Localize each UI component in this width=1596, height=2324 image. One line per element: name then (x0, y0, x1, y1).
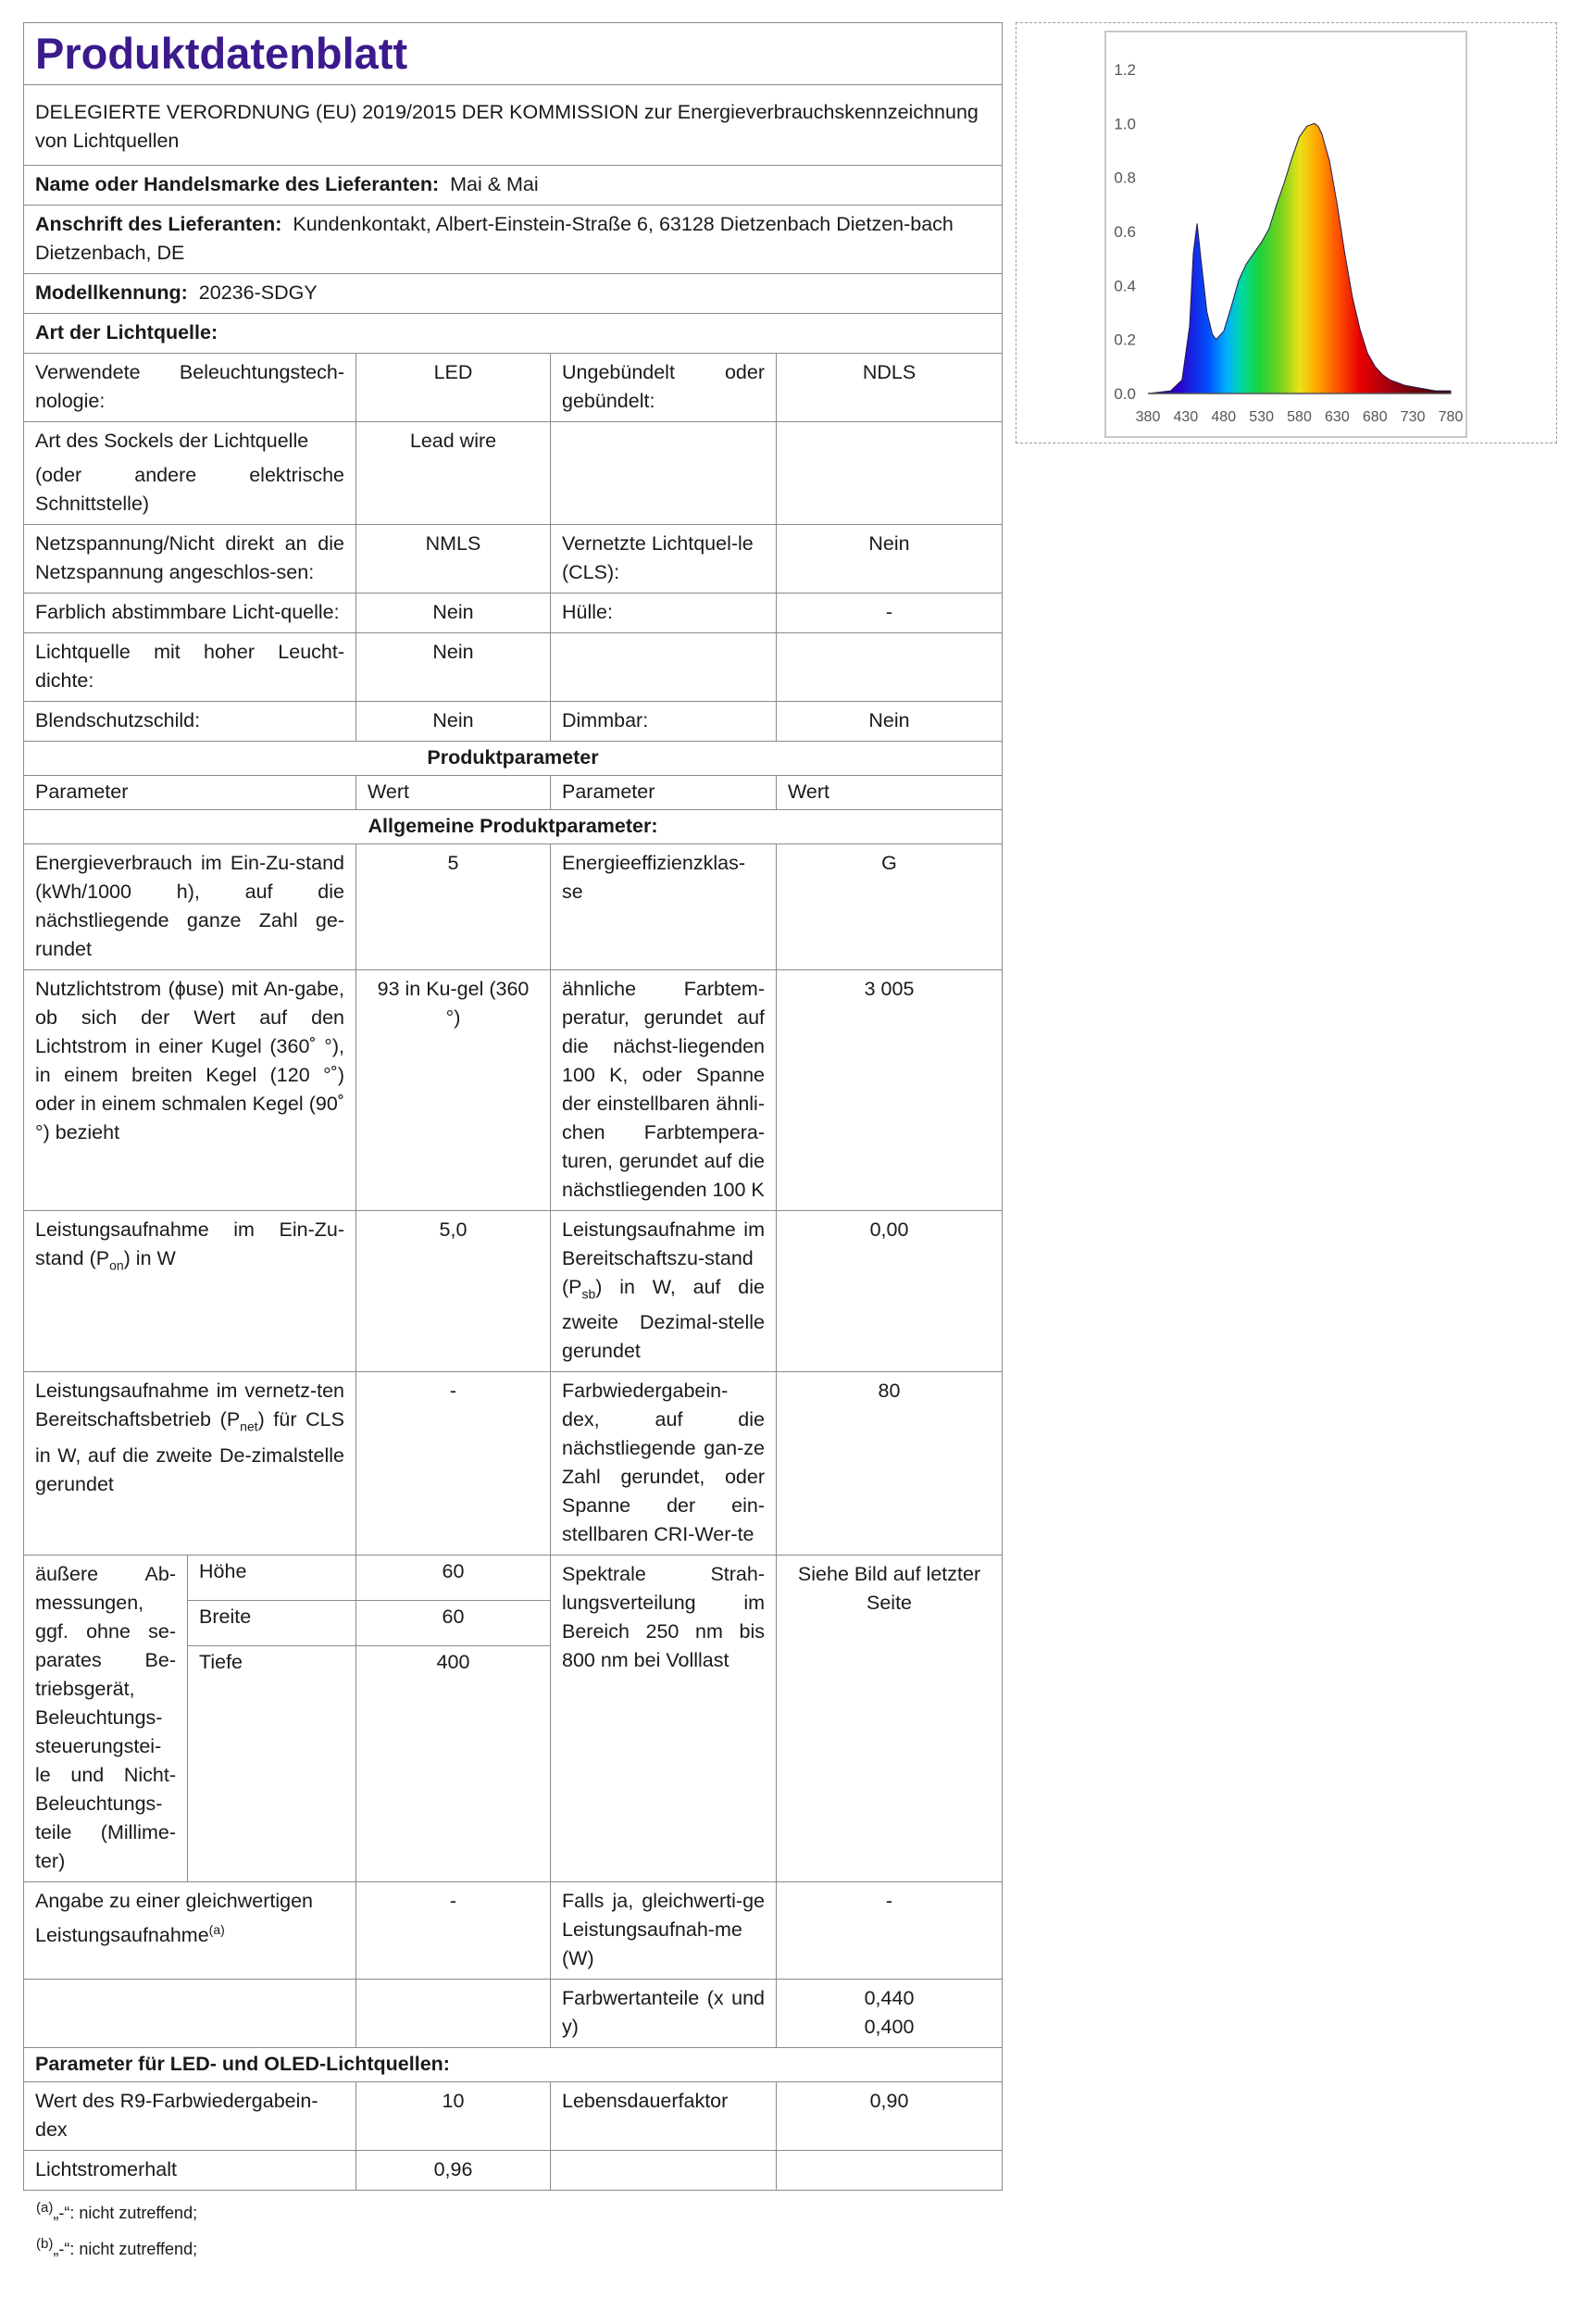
column-header-parameter: Parameter (24, 776, 356, 810)
cri-label: Farbwiedergabein-dex, auf die nächstliegende gan-ze Zahl gerundet, oder Spanne der ein-stellbaren CRI-Wer-te (551, 1372, 777, 1556)
y-tick-label: 1.0 (1114, 115, 1136, 133)
cap-label-cell (24, 422, 356, 525)
chromaticity-y: 0,400 (864, 2016, 915, 2039)
column-header-value: Wert (777, 776, 1003, 810)
regulation-text: DELEGIERTE VERORDNUNG (EU) 2019/2015 DER KOMMISSION zur Energieverbrauchskennzeichnung von Lichtquellen (24, 85, 1003, 166)
spectrum-chart-frame (1016, 22, 1557, 444)
x-tick-label: 430 (1173, 409, 1199, 425)
column-header-parameter: Parameter (551, 776, 777, 810)
empty-cell (777, 633, 1003, 702)
datasheet-table (23, 22, 1003, 2191)
r9-label: Wert des R9-Farbwiedergabein-dex (24, 2082, 356, 2151)
supplier-address-value: Kundenkontakt, Albert-Einstein-Straße 6, 63128 Dietzenbach Dietzen-bach Dietzenbach, DE (35, 213, 954, 264)
x-tick-label: 380 (1135, 409, 1161, 425)
energy-class-value: G (777, 844, 1003, 970)
model-value: 20236-SDGY (198, 281, 318, 304)
light-source-heading: Art der Lichtquelle: (24, 314, 1003, 354)
equivalent-power-label: Angabe zu einer gleichwertigen Leistungsaufnahme$^{(a)}$ (24, 1882, 356, 1980)
x-tick-label: 680 (1362, 409, 1388, 425)
spectrum-chart-panel (1104, 31, 1467, 438)
envelope-value: - (777, 593, 1003, 633)
empty-cell (24, 1980, 356, 2048)
empty-cell (777, 422, 1003, 525)
high-luminance-value: Nein (356, 633, 551, 702)
lumen-maintenance-value: 0,96 (356, 2151, 551, 2191)
cls-value: Nein (777, 525, 1003, 593)
networked-standby-value: - (356, 1372, 551, 1556)
cct-label: ähnliche Farbtem-peratur, gerundet auf die nächst-liegenden 100 K, oder Spanne der einstellbaren ähnli-chen Farbtempera-turen, gerundet auf die nächstliegenden 100 K (551, 970, 777, 1211)
spectral-distribution-value: Siehe Bild auf letzter Seite (777, 1556, 1003, 1882)
cap-label: Art des Sockels der Lichtquelle (35, 430, 309, 452)
empty-cell (551, 422, 777, 525)
directional-label: Ungebündelt oder gebündelt: (551, 354, 777, 422)
x-tick-label: 580 (1287, 409, 1312, 425)
energy-class-label: Energieeffizienzklas-se (551, 844, 777, 970)
x-tick-label: 630 (1325, 409, 1350, 425)
supplier-address-row (24, 206, 1003, 274)
width-value: 60 (356, 1601, 551, 1646)
y-tick-label: 0.4 (1114, 277, 1136, 295)
datasheet (23, 22, 1002, 2265)
networked-standby-label: Leistungsaufnahme im vernetz-ten Bereitschaftsbetrieb $(P_{net})$ für CLS in W, auf die zweite De-zimalstelle gerundet (24, 1372, 356, 1556)
standby-power-label: Leistungsaufnahme im Bereitschaftszu-stand $(P_{sb})$ in W, auf die zweite Dezimal-stelle gerundet (551, 1211, 777, 1372)
supplier-address-label: Anschrift des Lieferanten: (35, 213, 282, 235)
on-mode-power-value: 5,0 (356, 1211, 551, 1372)
equivalent-power-value: - (356, 1882, 551, 1980)
x-tick-label: 530 (1249, 409, 1274, 425)
model-row (24, 274, 1003, 314)
empty-cell (551, 2151, 777, 2191)
high-luminance-label: Lichtquelle mit hoher Leucht-dichte: (24, 633, 356, 702)
tunable-label: Farblich abstimmbare Licht-quelle: (24, 593, 356, 633)
product-parameters-heading: Produktparameter (24, 742, 1003, 776)
equivalent-watts-value: - (777, 1882, 1003, 1980)
chromaticity-value (777, 1980, 1003, 2048)
equivalent-watts-label: Falls ja, gleichwerti-ge Leistungsaufnah-me (W) (551, 1882, 777, 1980)
x-tick-label: 730 (1400, 409, 1426, 425)
lumen-maintenance-label: Lichtstromerhalt (24, 2151, 356, 2191)
page-title: Produktdatenblatt (24, 23, 1003, 85)
cri-value: 80 (777, 1372, 1003, 1556)
x-tick-label: 780 (1438, 409, 1464, 425)
spectrum-chart (1106, 32, 1465, 436)
model-label: Modellkennung: (35, 281, 188, 304)
width-label: Breite (188, 1601, 356, 1646)
r9-value: 10 (356, 2082, 551, 2151)
supplier-name-row (24, 166, 1003, 206)
survival-factor-value: 0,90 (777, 2082, 1003, 2151)
spectrum-area (1148, 123, 1451, 394)
supplier-name-label: Name oder Handelsmarke des Lieferanten: (35, 173, 440, 195)
chromaticity-label: Farbwertanteile (x und y) (551, 1980, 777, 2048)
tunable-value: Nein (356, 593, 551, 633)
empty-cell (777, 2151, 1003, 2191)
mains-label: Netzspannung/Nicht direkt an die Netzspannung angeschlos-sen: (24, 525, 356, 593)
dimmable-value: Nein (777, 702, 1003, 742)
envelope-label: Hülle: (551, 593, 777, 633)
supplier-name-value: Mai & Mai (450, 173, 539, 195)
standby-power-value: 0,00 (777, 1211, 1003, 1372)
energy-consumption-label: Energieverbrauch im Ein-Zu-stand (kWh/1000 h), auf die nächstliegende ganze Zahl ge-rundet (24, 844, 356, 970)
height-value: 60 (356, 1556, 551, 1601)
mains-value: NMLS (356, 525, 551, 593)
technology-value: LED (356, 354, 551, 422)
directional-value: NDLS (777, 354, 1003, 422)
y-tick-label: 0.0 (1114, 385, 1136, 403)
y-tick-label: 0.2 (1114, 331, 1136, 349)
useful-flux-label: Nutzlichtstrom (ɸuse) mit An-gabe, ob sich der Wert auf den Lichtstrom in einer Kugel (360˚ °), in einem breiten Kegel (120 °˚) oder in einem schmalen Kegel (90˚ °) bezieht (24, 970, 356, 1211)
shield-label: Blendschutzschild: (24, 702, 356, 742)
dimmable-label: Dimmbar: (551, 702, 777, 742)
depth-label: Tiefe (188, 1646, 356, 1882)
cls-label: Vernetzte Lichtquel-le (CLS): (551, 525, 777, 593)
depth-value: 400 (356, 1646, 551, 1882)
energy-consumption-value: 5 (356, 844, 551, 970)
cct-value: 3 005 (777, 970, 1003, 1211)
empty-cell (356, 1980, 551, 2048)
footnote-a-mark: (a) (208, 1922, 225, 1938)
on-mode-power-label: Leistungsaufnahme im Ein-Zu-stand $(P_{on})$ in W (24, 1211, 356, 1372)
y-tick-label: 1.2 (1114, 61, 1136, 79)
spectral-distribution-label: Spektrale Strah-lungsverteilung im Bereich 250 nm bis 800 nm bei Volllast (551, 1556, 777, 1882)
survival-factor-label: Lebensdauerfaktor (551, 2082, 777, 2151)
column-header-value: Wert (356, 776, 551, 810)
cap-value: Lead wire (356, 422, 551, 525)
chromaticity-x: 0,440 (864, 1987, 915, 2010)
y-tick-label: 0.6 (1114, 223, 1136, 241)
cap-label-note: (oder andere elektrische Schnittstelle) (35, 464, 344, 515)
footnotes (23, 2193, 1002, 2265)
shield-value: Nein (356, 702, 551, 742)
y-tick-label: 0.8 (1114, 169, 1136, 187)
dimensions-label: äußere Ab-messungen, ggf. ohne se-parates Be-triebsgerät, Beleuchtungs-steuerungstei-le und Nicht-Beleuchtungs-teile (Millime-ter) (24, 1556, 188, 1882)
empty-cell (551, 633, 777, 702)
led-parameters-heading: Parameter für LED- und OLED-Lichtquellen: (24, 2048, 1003, 2082)
general-parameters-heading: Allgemeine Produktparameter: (24, 810, 1003, 844)
technology-label: Verwendete Beleuchtungstech-nologie: (24, 354, 356, 422)
footnote-b: $^{(b)}$„-“: nicht zutreffend; (36, 2236, 198, 2259)
x-tick-label: 480 (1211, 409, 1237, 425)
useful-flux-value: 93 in Ku-gel (360 °) (356, 970, 551, 1211)
footnote-a: $^{(a)}$„-“: nicht zutreffend; (36, 2200, 198, 2223)
height-label: Höhe (188, 1556, 356, 1601)
